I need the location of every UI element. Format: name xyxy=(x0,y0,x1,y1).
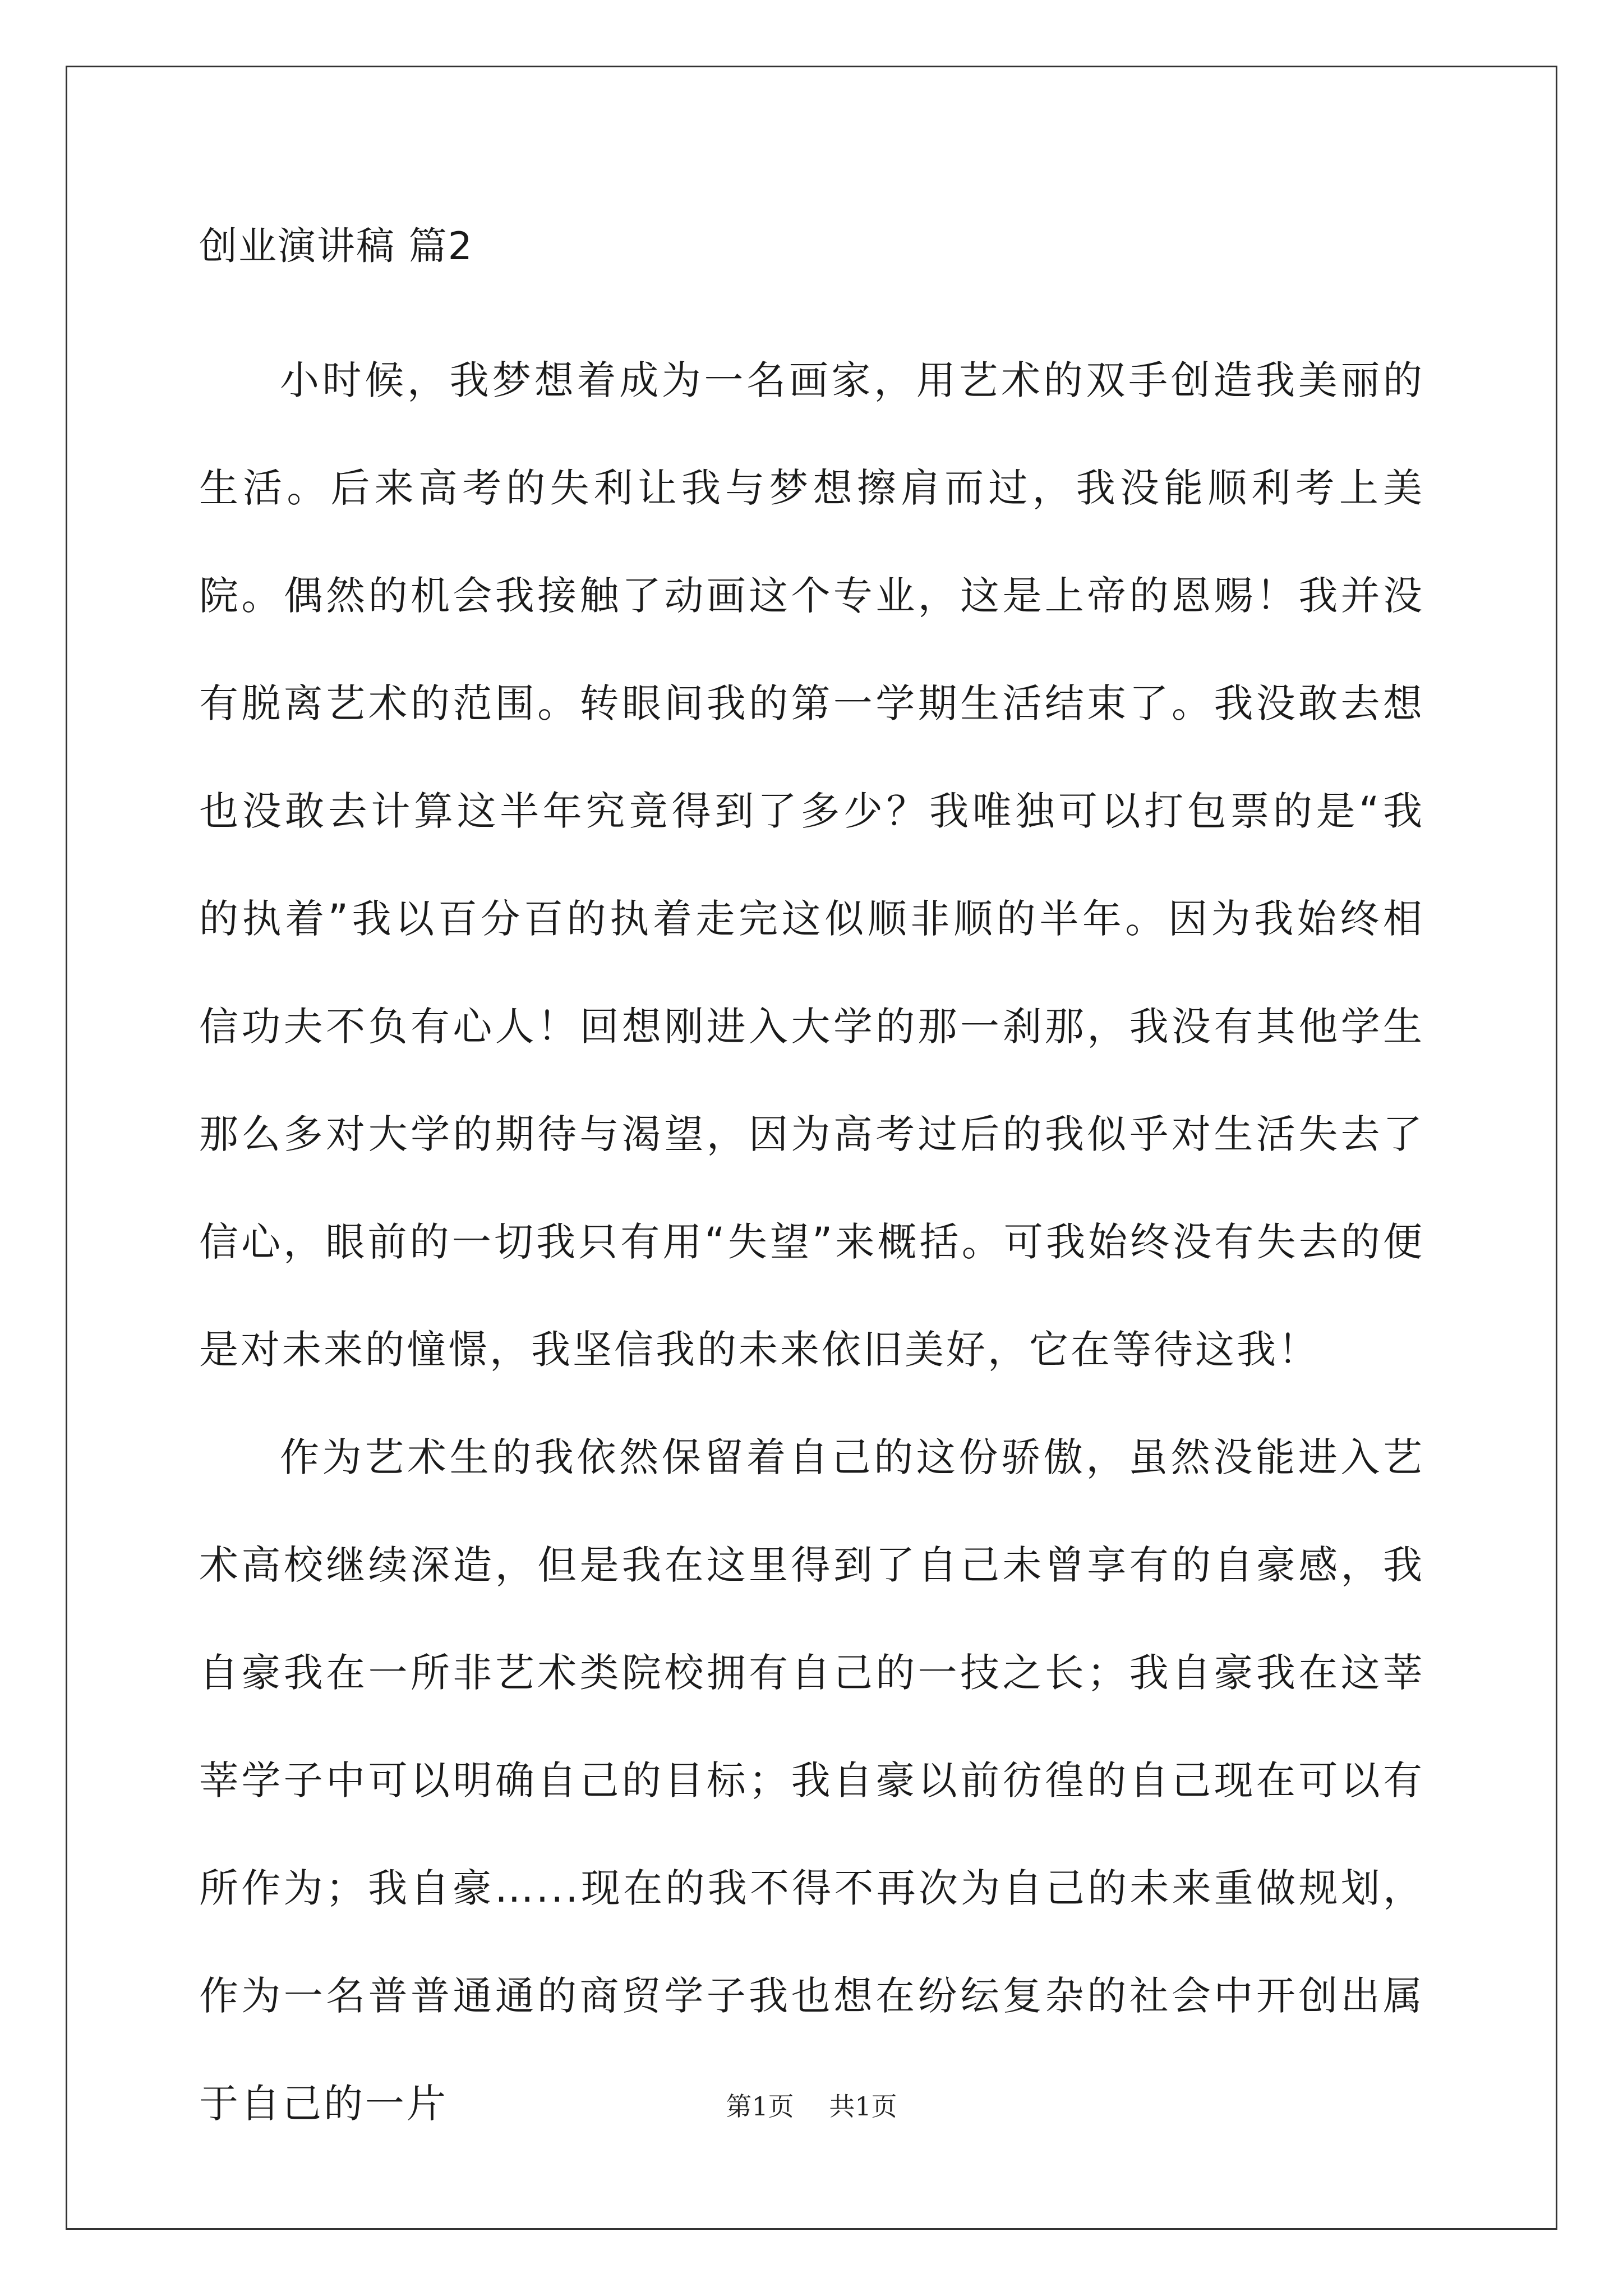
page-footer xyxy=(0,2090,1623,2123)
paragraph-2: 作为艺术生的我依然保留着自己的这份骄傲，虽然没能进入艺术高校继续深造，但是我在这里得到了自己未曾享有的自豪感，我自豪我在一所非艺术类院校拥有自己的一技之长；我自豪我在这莘莘学子中可以明确自己的目标；我自豪以前彷徨的自己现在可以有所作为；我自豪…...现在的我不得不再次为自己的未来重做规划，作为一名普普通通的商贸学子我也想在纷纭复杂的社会中开创出属于自己的一片 xyxy=(199,1434,1424,2127)
page-total: 共1页 xyxy=(829,2091,897,2122)
page-number: 第1页 xyxy=(726,2091,794,2122)
paragraph-1: 小时候，我梦想着成为一名画家，用艺术的双手创造我美丽的生活。后来高考的失利让我与梦想擦肩而过，我没能顺利考上美院。偶然的机会我接触了动画这个专业，这是上帝的恩赐！我并没有脱离艺术的范围。转眼间我的第一学期生活结束了。我没敢去想也没敢去计算这半年究竟得到了多少？我唯独可以打包票的是“我的执着”我以百分百的执着走完这似顺非顺的半年。因为我始终相信功夫不负有心人！回想刚进入大学的那一刹那，我没有其他学生那么多对大学的期待与渴望，因为高考过后的我似乎对生活失去了信心，眼前的一切我只有用“失望”来概括。可我始终没有失去的便是对未来的憧憬，我坚信我的未来依旧美好，它在等待这我！ xyxy=(199,357,1424,1373)
document-body xyxy=(199,219,1424,2157)
document-title: 创业演讲稿 篇2 xyxy=(199,224,473,269)
